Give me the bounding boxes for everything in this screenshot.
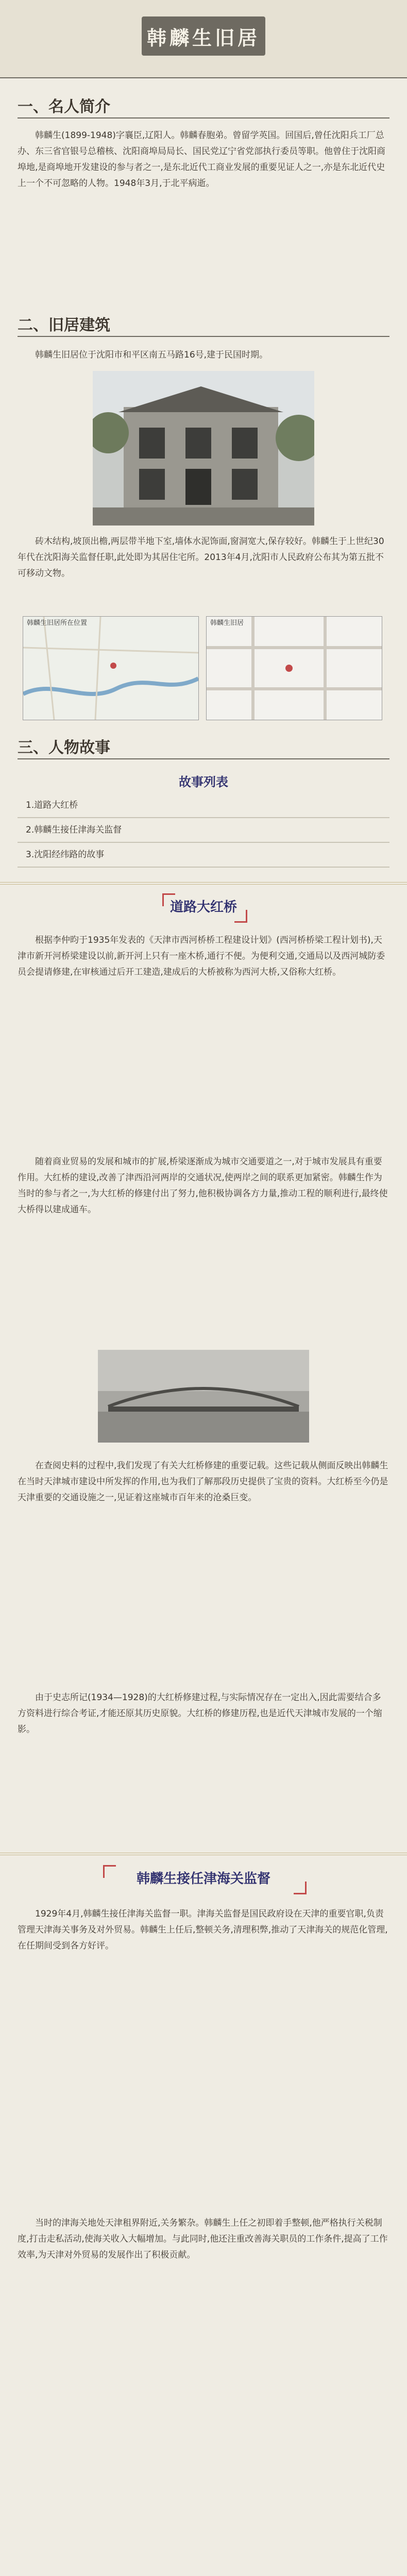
story-title: 道路大红桥: [169, 900, 237, 915]
story-list-item[interactable]: [18, 818, 389, 843]
section-divider: [18, 336, 389, 337]
story-list-item-label: 3.沈阳经纬路的故事: [26, 850, 105, 860]
story1-paragraph: 随着商业贸易的发展和城市的扩展,桥梁逐渐成为城市交通要道之一,对于城市发展具有重要作用。大红桥的建设,改善了津西沿河两岸的交通状况,使两岸之间的联系更加紧密。韩麟生作为当时的参与者之一,为大红桥的修建付出了努力,他积极协调各方力量,推动工程的顺利进行,最终使大桥得以建成通车。: [18, 1157, 388, 1215]
story-title: 韩麟生接任津海关监督: [136, 1871, 270, 1887]
historic-bridge-photo: [98, 1350, 309, 1443]
story-list-item[interactable]: [18, 793, 389, 818]
section-divider: [18, 117, 389, 118]
title-divider: [0, 77, 407, 78]
decorative-divider: [0, 882, 407, 885]
story-list-item-label: 2.韩麟生接任津海关监督: [26, 825, 122, 835]
page-title: 韩麟生旧居: [146, 26, 260, 49]
story-list-item[interactable]: [18, 843, 389, 868]
story-list-title: 故事列表: [179, 775, 228, 789]
map-label-right: 韩麟生旧居: [210, 619, 244, 627]
section-heading-story: 三、人物故事: [18, 739, 110, 757]
residence-paragraph-2: 砖木结构,坡顶出檐,两层带半地下室,墙体水泥饰面,窗洞宽大,保存较好。韩麟生于上世纪30年代在沈阳海关监督任职,此处即为其居住宅所。2013年4月,沈阳市人民政府公布其为第五批不可移动文物。: [18, 536, 384, 579]
bracket-ornament: [294, 1882, 307, 1894]
section-divider: [18, 758, 389, 759]
story1-paragraph: 根据李仲昀于1935年发表的《天津市西河桥桥工程建设计划》(西河桥桥梁工程计划书),天津市新开河桥梁建设以前,新开河上只有一座木桥,通行不便。为便利交通,交通局以及西河城防委员会提请修建,在审核通过后开工建造,建成后的大桥被称为西河大桥,又俗称大红桥。: [18, 935, 385, 977]
story2-paragraph: 当时的津海关地处天津租界附近,关务繁杂。韩麟生上任之初即着手整顿,他严格执行关税制度,打击走私活动,使海关收入大幅增加。与此同时,他还注重改善海关职员的工作条件,提高了工作效率,为天津对外贸易的发展作出了积极贡献。: [18, 2218, 388, 2260]
story-list-item-label: 1.道路大红桥: [26, 800, 78, 810]
map-label-left: 韩麟生旧居所在位置: [27, 619, 88, 627]
residence-paragraph-1: 韩麟生旧居位于沈阳市和平区南五马路16号,建于民国时期。: [35, 350, 268, 360]
section-heading-bio: 一、名人简介: [18, 98, 110, 116]
section-heading-residence: 二、旧居建筑: [18, 316, 110, 334]
decorative-divider: [0, 1853, 407, 1855]
building-photo: [93, 371, 314, 526]
story1-paragraph: 由于史志所记(1934—1928)的大红桥修建过程,与实际情况存在一定出入,因此需要结合多方资料进行综合考证,才能还原其历史原貌。大红桥的修建历程,也是近代天津城市发展的一个缩影。: [18, 1692, 382, 1735]
location-map-left: [23, 616, 199, 720]
story1-paragraph: 在查阅史料的过程中,我们发现了有关大红桥修建的重要记载。这些记载从侧面反映出韩麟生在当时天津城市建设中所发挥的作用,也为我们了解那段历史提供了宝贵的资料。大红桥至今仍是天津重要的交通设施之一,见证着这座城市百年来的沧桑巨变。: [18, 1461, 388, 1503]
location-map-right: [206, 616, 382, 720]
bracket-ornament: [234, 910, 247, 923]
page-title-plate: [142, 16, 265, 56]
story2-paragraph: 1929年4月,韩麟生接任津海关监督一职。津海关监督是国民政府设在天津的重要官职,负责管理天津海关事务及对外贸易。韩麟生上任后,整顿关务,清理积弊,推动了天津海关的规范化管理,在任期间受到各方好评。: [18, 1909, 388, 1951]
bio-paragraph: 韩麟生(1899-1948)字襄臣,辽阳人。韩麟春胞弟。曾留学英国。回国后,曾任沈阳兵工厂总办、东三省官银号总稽核、沈阳商埠局局长、国民党辽宁省党部执行委员等职。他曾住于沈阳商埠地,是商埠地开发建设的参与者之一,是东北近代工商业发展的重要见证人之一,亦是东北近代史上一个不可忽略的人物。1948年3月,于北平病逝。: [18, 130, 385, 189]
